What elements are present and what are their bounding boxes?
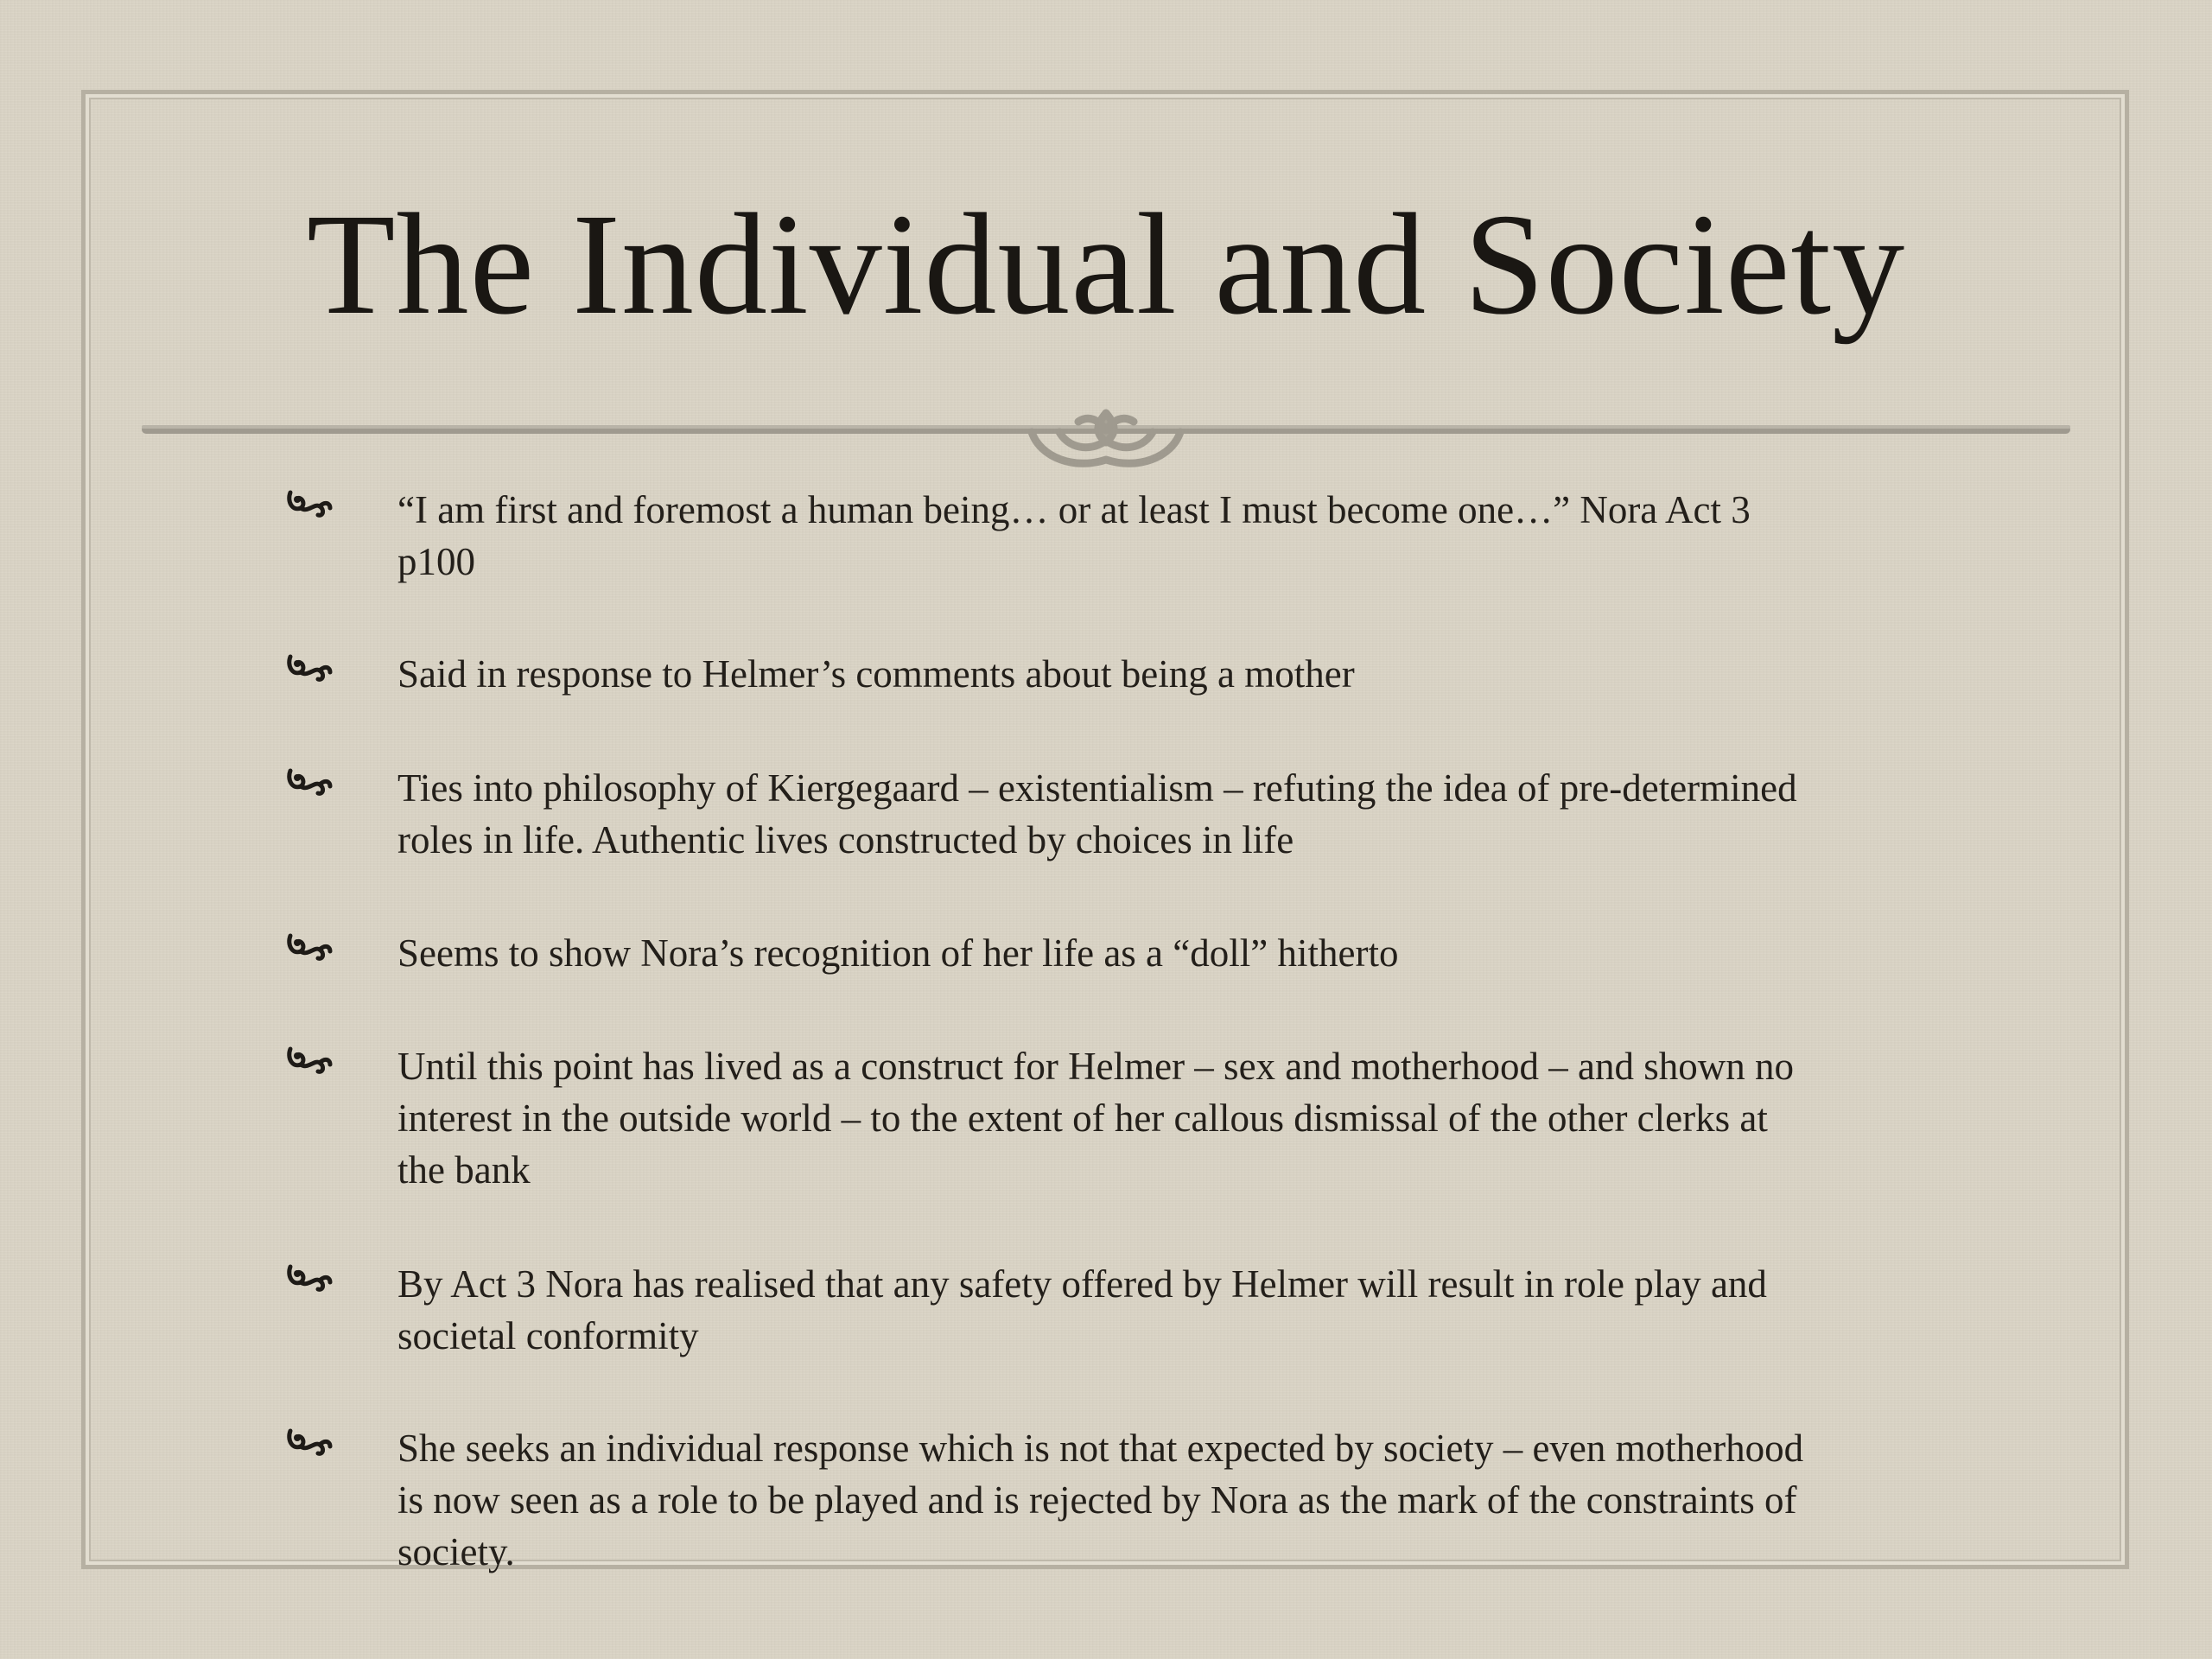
bullet-line: roles in life. Authentic lives constructed by choices in life xyxy=(397,818,1294,861)
bullet-line: Seems to show Nora’s recognition of her life as a “doll” hitherto xyxy=(397,931,1399,975)
fleuron-bullet-icon xyxy=(285,1042,334,1080)
bullet-line: Until this point has lived as a construct for Helmer – sex and motherhood – and shown no xyxy=(397,1045,1794,1088)
bullet-line: is now seen as a role to be played and is rejected by Nora as the mark of the constraints of xyxy=(397,1478,1797,1522)
fleuron-bullet-icon xyxy=(285,929,334,967)
bullet-text xyxy=(397,484,2039,588)
fleuron-bullet-icon xyxy=(285,1424,334,1462)
bullet-text xyxy=(397,927,2039,979)
ornamental-divider xyxy=(142,406,2070,486)
bullet-text xyxy=(397,648,2039,700)
bullet-line: She seeks an individual response which is not that expected by society – even motherhood xyxy=(397,1427,1804,1470)
fleuron-bullet-icon xyxy=(285,650,334,688)
fleuron-bullet-icon xyxy=(285,486,334,524)
bullet-line: “I am first and foremost a human being… or at least I must become one…” Nora Act 3 xyxy=(397,488,1751,531)
bullet-text xyxy=(397,1422,2039,1578)
bullet-text xyxy=(397,1258,2039,1362)
bullet-line: societal conformity xyxy=(397,1314,699,1357)
bullet-line: interest in the outside world – to the extent of her callous dismissal of the other clerks at xyxy=(397,1096,1768,1140)
bullet-line: By Act 3 Nora has realised that any safety offered by Helmer will result in role play and xyxy=(397,1262,1767,1306)
fleuron-bullet-icon xyxy=(285,764,334,802)
divider-ornament-icon xyxy=(1032,413,1180,463)
fleuron-bullet-icon xyxy=(285,1260,334,1298)
bullet-line: p100 xyxy=(397,540,475,583)
slide-title: The Individual and Society xyxy=(306,184,1906,345)
bullet-line: Said in response to Helmer’s comments about being a mother xyxy=(397,652,1355,696)
bullet-line: Ties into philosophy of Kiergegaard – existentialism – refuting the idea of pre-determined xyxy=(397,766,1797,810)
bullet-text xyxy=(397,762,2039,866)
bullet-line: society. xyxy=(397,1530,515,1573)
bullet-text xyxy=(397,1040,2039,1196)
bullet-line: the bank xyxy=(397,1148,531,1192)
